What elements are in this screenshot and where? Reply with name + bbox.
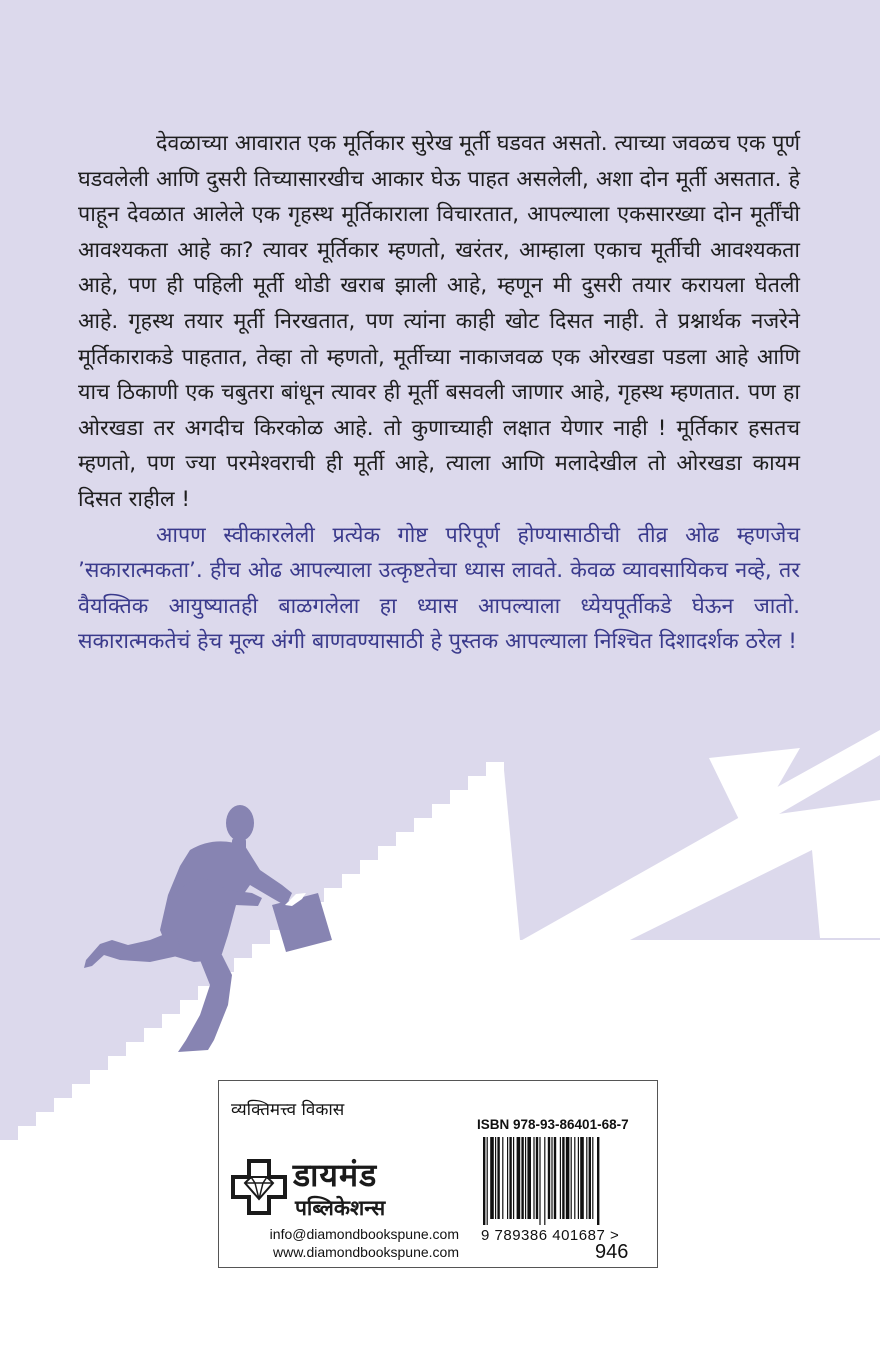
publisher-email: info@diamondbookspune.com <box>269 1226 459 1242</box>
barcode-bar <box>527 1137 531 1219</box>
barcode-bar <box>536 1137 538 1219</box>
publisher-website: www.diamondbookspune.com <box>273 1244 459 1260</box>
publisher-info-box <box>218 1080 658 1268</box>
barcode <box>481 1137 645 1225</box>
barcode-bar <box>509 1137 511 1219</box>
barcode-bar <box>513 1137 514 1219</box>
barcode-bar <box>597 1137 599 1225</box>
diamond-logo-icon <box>229 1157 289 1217</box>
barcode-bar <box>551 1137 552 1219</box>
barcode-bar <box>574 1137 575 1219</box>
barcode-bar <box>578 1137 579 1219</box>
book-category: व्यक्तिमत्त्व विकास <box>231 1100 345 1120</box>
price: 946 <box>595 1241 629 1263</box>
barcode-bar <box>580 1137 584 1219</box>
barcode-bar <box>497 1137 499 1219</box>
barcode-bar <box>533 1137 534 1219</box>
barcode-bar <box>487 1137 488 1225</box>
blurb-paragraph-story: देवळाच्या आवारात एक मूर्तिकार सुरेख मूर्ती घडवत असतो. त्याच्या जवळच एक पूर्ण घडवलेली आणि दुसरी तिच्यासारखीच आकार घेऊ पाहत असलेली, अशा दोन मूर्ती असतात. हे पाहून देवळात आलेले एक गृहस्थ मूर्तिकाराला विचारतात, आपल्याला एकसारख्या दोन मूर्तींची आवश्यकता आहे का? त्यावर मूर्तिकार म्हणतो, खरंतर, आम्हाला एकाच मूर्तीची आवश्यकता आहे, पण ही पहिली मूर्ती थोडी खराब झाली आहे, म्हणून मी दुसरी तयार करायला घेतली आहे. गृहस्थ तयार मूर्ती निरखतात, पण त्यांना काही खोट दिसत नाही. ते प्रश्नार्थक नजरेने मूर्तिकाराकडे पाहतात, तेव्हा तो म्हणतो, मूर्तीच्या नाकाजवळ एक ओरखडा पडला आहे आणि याच ठिकाणी एक चबुतरा बांधून त्यावर ही मूर्ती बसवली जाणार आहे, गृहस्थ म्हणतात. पण हा ओरखडा तर अगदीच किरकोळ आहे. तो कुणाच्याही लक्षात येणार नाही ! मूर्तिकार हसतच म्हणतो, पण ज्या परमेश्वराची ही मूर्ती आहे, त्याला आणि मलादेखील तो ओरखडा कायम दिसत राहील ! <box>78 131 800 512</box>
barcode-bar <box>490 1137 494 1219</box>
barcode-bar <box>483 1137 485 1225</box>
barcode-bar <box>562 1137 564 1219</box>
barcode-bar <box>548 1137 550 1219</box>
barcode-bar <box>554 1137 556 1219</box>
publisher-name-line2: पब्लिकेशन्स <box>295 1196 386 1220</box>
barcode-bar <box>539 1137 540 1225</box>
barcode-bar <box>495 1137 496 1219</box>
barcode-bar <box>525 1137 526 1219</box>
barcode-bar <box>560 1137 561 1219</box>
back-cover-blurb <box>78 126 800 660</box>
barcode-bar <box>586 1137 587 1219</box>
barcode-bar <box>566 1137 570 1219</box>
barcode-bar <box>521 1137 523 1219</box>
blurb-paragraph-summary: आपण स्वीकारलेली प्रत्येक गोष्ट परिपूर्ण होण्यासाठीची तीव्र ओढ म्हणजेच ’सकारात्मकता’. हीच ओढ आपल्याला उत्कृष्टतेचा ध्यास लावते. केवळ व्यावसायिकच नव्हे, तर वैयक्तिक आयुष्यातही बाळगलेला हा ध्यास आपल्याला ध्येयपूर्तीकडे घेऊन जातो. सकारात्मकतेचं हेच मूल्य अंगी बाणवण्यासाठी हे पुस्तक आपल्याला निश्चित दिशादर्शक ठरेल ! <box>78 522 800 655</box>
barcode-bar <box>571 1137 572 1219</box>
barcode-bar <box>544 1137 545 1225</box>
barcode-bar <box>502 1137 503 1219</box>
barcode-bar <box>507 1137 508 1219</box>
publisher-name-line1: डायमंड <box>293 1156 378 1194</box>
barcode-bar <box>589 1137 591 1219</box>
barcode-bar <box>592 1137 593 1219</box>
isbn-label: ISBN 978-93-86401-68-7 <box>477 1117 629 1132</box>
barcode-bar <box>517 1137 521 1219</box>
barcode-digits: 9 789386 401687 > <box>481 1227 620 1244</box>
